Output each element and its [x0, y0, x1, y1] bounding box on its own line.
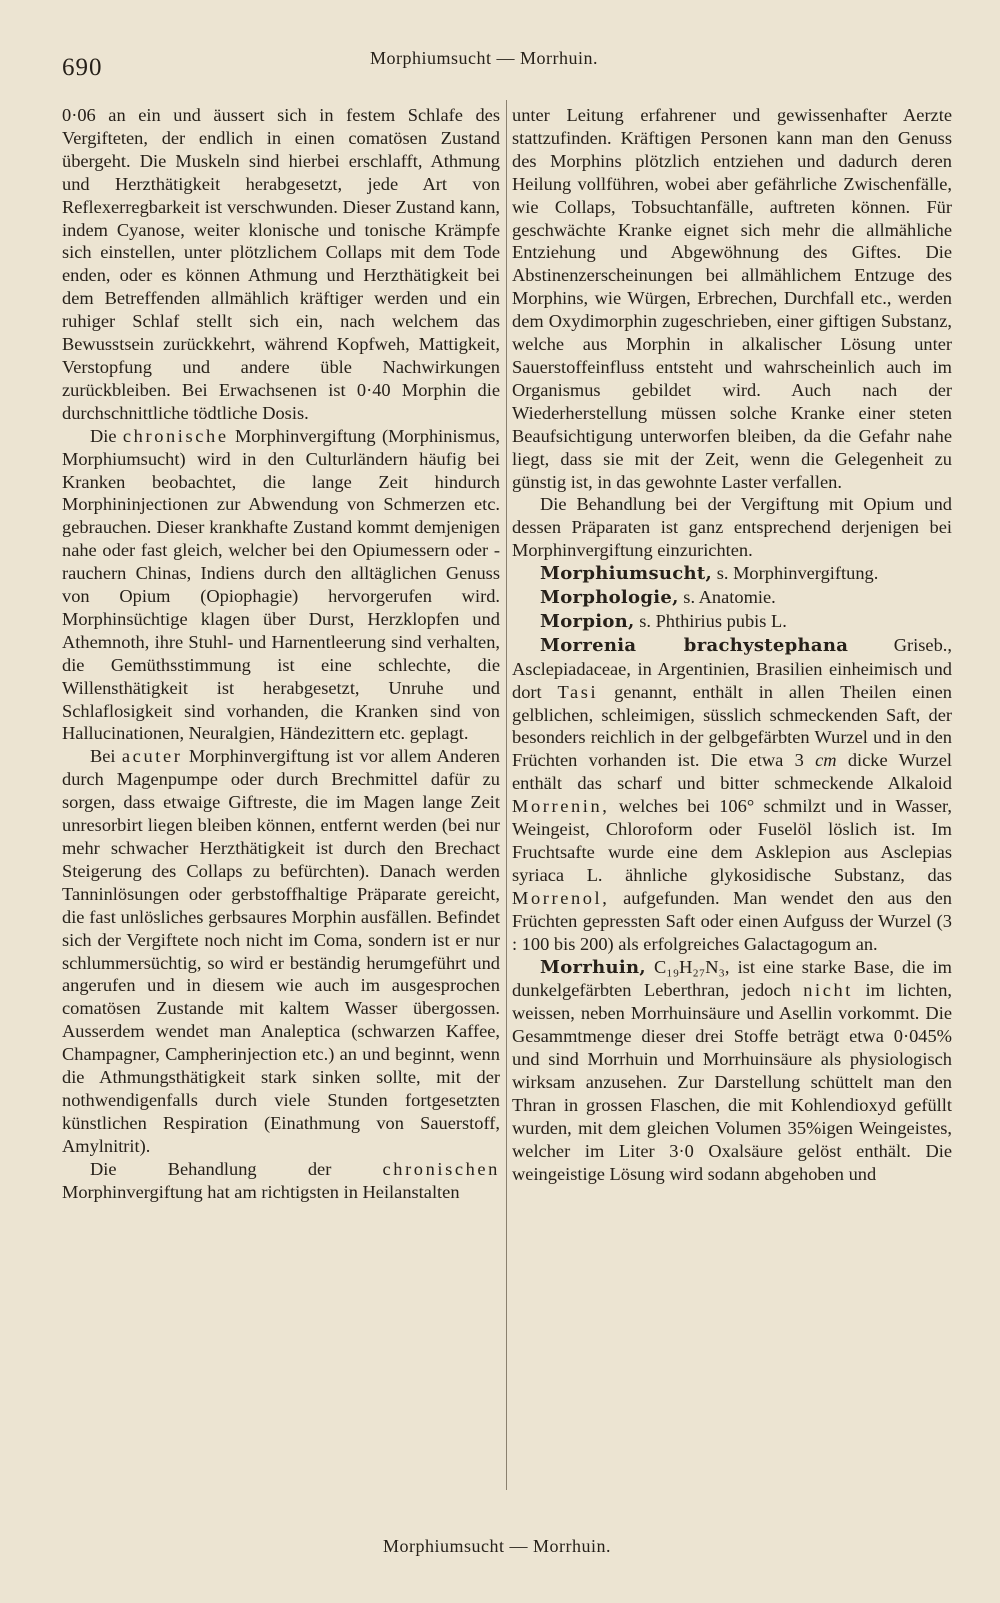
- entry-morrhuin: [512, 956, 952, 1186]
- right-paragraph-1: unter Leitung erfahrener und gewissenhafter Aerzte stattzufinden. Kräftigen Personen kann man den Genuss des Morphins plötzlich entziehen und dadurch deren Heilung vollführen, wobei aber gefährliche Zwischenfälle, wie Collaps, Tobsuchtanfälle, auftreten können. Für geschwächte Kranke eignet sich mehr die allmähliche Entziehung und Abgewöhnung des Giftes. Die Abstinenzerscheinungen bei allmählichem Entzuge des Morphins, wie Würgen, Erbrechen, Durchfall etc., werden dem Oxydimorphin zugeschrieben, einer giftigen Substanz, welche aus Morphin in alkalischer Lösung unter Sauerstoffeinfluss entsteht und wahrscheinlich auch im Organismus gebildet wird. Auch nach der Wiederherstellung müssen solche Kranke einer steten Beaufsichtigung unterworfen bleiben, da die Gefahr nahe liegt, dass sie mit der Zeit, wenn die Gelegenheit zu günstig ist, in das gewohnte Laster verfallen.: [512, 105, 952, 492]
- entry-text: s. Anatomie.: [683, 587, 776, 608]
- unit: cm: [815, 750, 837, 771]
- p3-lead: Bei: [90, 746, 116, 767]
- entry-text: dicke Wurzel enthält das scharf und bitter schmeckende Alkaloid: [512, 750, 952, 794]
- entry-morphologie: [512, 586, 952, 610]
- entry-text: im lichten, weissen, neben Morrhuinsäure und Asellin vorkommt. Die Gesammtmenge dieser drei Stoffe beträgt etwa 0·045% und sind Morrhuin und Morrhuinsäure als physiologisch wirksam anzusehen. Zur Darstellung schüttelt man den Thran in grossen Flaschen, die mit Kohlendioxyd gefüllt wurden, mit dem gleichen Volumen 35%igen Weingeistes, welcher im Liter 3·0 Oxalsäure gelöst enthält. Die weingeistige Lösung wird sodann abgehoben und: [512, 980, 952, 1184]
- left-paragraph-1: 0·06 an ein und äussert sich in festem Schlafe des Vergifteten, der endlich in einen comatösen Zustand übergeht. Die Muskeln sind hierbei erschlafft, Athmung und Herzthätigkeit herabgesetzt, jede Art von Reflexerregbarkeit ist verschwunden. Dieser Zustand kann, indem Cyanose, weiter klonische und tonische Krämpfe sich einstellen, unter plötzlichem Collaps mit dem Tode enden, oder es können Athmung und Herzthätigkeit bei dem Betreffenden allmählich kräftiger werden und ein ruhiger Schlaf stellt sich ein, nach welchem das Bewusstsein zurückkehrt, während Kopfweh, Mattigkeit, Verstopfung und andere üble Nachwirkungen zurückbleiben. Bei Erwachsenen ist 0·40 Morphin die durchschnittliche tödtliche Dosis.: [62, 105, 500, 423]
- page-number: 690: [62, 54, 103, 81]
- entry-head: Morrenia brachystephana: [540, 634, 849, 656]
- entry-text: s. Morphinvergiftung.: [716, 563, 879, 584]
- p4-spaced-term: chronischen: [382, 1158, 500, 1179]
- p2-spaced-term: chronische: [122, 425, 229, 446]
- p4-lead: Die Behandlung der: [90, 1158, 332, 1179]
- spaced-term: Morrenol,: [512, 887, 610, 908]
- entry-morrenia: [512, 634, 952, 956]
- entry-text: genannt, enthält in allen Theilen einen gelblichen, schleimigen, süsslich schmeckenden Saft, der besonders reichlich in der gelbgefärbten Wurzel und in den Früchten vorhanden ist. Die etwa 3: [512, 681, 952, 771]
- running-head: Morphiumsucht — Morrhuin.: [370, 48, 598, 68]
- chemical-formula: C₁₉H₂₇N₃,: [654, 956, 730, 977]
- footer-caption: Morphiumsucht — Morrhuin.: [383, 1536, 611, 1556]
- right-paragraph-2: Die Behandlung bei der Vergiftung mit Opium und dessen Präparaten ist ganz entsprechend derjenigen bei Morphinvergiftung einzurichten.: [512, 494, 952, 561]
- spaced-term: Morrenin,: [512, 796, 610, 817]
- entry-text: welches bei 106° schmilzt und in Wasser, Weingeist, Chloroform oder Fuselöl löslich ist. Im Fruchtsafte wurde eine dem Asklepion aus Asclepias syriaca L. ähnliche glykosidische Substanz, das: [512, 796, 952, 885]
- p2-lead: Die: [90, 425, 117, 446]
- entry-head: Morphiumsucht,: [540, 563, 713, 585]
- column-rule: [506, 100, 507, 1490]
- entry-head: Morrhuin,: [540, 956, 646, 978]
- left-paragraph-2: [62, 425, 500, 746]
- entry-text: ist eine starke Base, die im dunkelgefärbten Leberthran, jedoch: [512, 956, 952, 1001]
- entry-text: Griseb., Asclepiadaceae, in Argentinien, Brasilien einheimisch und dort: [512, 634, 952, 702]
- entry-text: s. Phthirius pubis L.: [639, 610, 787, 631]
- p2-rest: Morphinvergiftung (Morphinismus, Morphiumsucht) wird in den Culturländern häufig bei Kranken beobachtet, die lange Zeit hindurch Morphininjectionen zur Abwendung von Schmerzen etc. gebrauchen. Dieser krankhafte Zustand kommt demjenigen nahe oder fast gleich, welcher bei den Opiumessern oder -rauchern Chinas, Indiens durch den alltäglichen Genuss von Opium (Opiophagie) hervorgerufen wird. Morphinsüchtige klagen über Durst, Herzklopfen und Athemnoth, ihre Stuhl- und Harnentleerung sind verhalten, die Gemüthsstimmung ist eine schlechte, die Willensthätigkeit ist herabgesetzt, Unruhe und Schlaflosigkeit sind vorhanden, die Kranken sind von Hallucinationen, Neuralgien, Händezittern etc. geplagt.: [62, 425, 500, 744]
- entry-morpion: [512, 610, 952, 634]
- left-paragraph-4: [62, 1158, 500, 1204]
- right-column: [512, 104, 952, 1186]
- entry-head: Morphologie,: [540, 587, 679, 609]
- spaced-term: Tasi: [557, 681, 599, 702]
- entry-head: Morpion,: [540, 610, 635, 632]
- entry-text: aufgefunden. Man wendet den aus den Früchten gepressten Saft oder einen Aufguss der Wurzel (3 : 100 bis 200) als erfolgreiches Galactagogum an.: [512, 887, 952, 954]
- left-column: [62, 104, 500, 1204]
- p3-rest: Morphinvergiftung ist vor allem Anderen durch Magenpumpe oder durch Brechmittel dafür zu sorgen, dass etwaige Giftreste, die im Magen lange Zeit unresorbirt liegen bleiben können, entfernt werden (bei nur mehr schwacher Herzthätigkeit ist durch den Brechact Steigerung des Collaps zu befürchten). Danach werden Tanninlösungen oder gerbstoffhaltige Präparate gereicht, die fast unlösliches gerbsaures Morphin ausfällen. Befindet sich der Vergiftete noch nicht im Coma, sondern ist er nur schlummersüchtig, so wird er beständig herumgeführt und angerufen und in diesem wie auch im ausgesprochen comatösen Zustande mit kaltem Wasser übergossen. Ausserdem wendet man Analeptica (schwarzen Kaffee, Champagner, Campherinjection etc.) an und beginnt, wenn die Athmungsthätigkeit stark sinken sollte, mit der nothwendigenfalls durch viele Stunden fortgesetzten künstlichen Respiration (Einathmung von Sauerstoff, Amylnitrit).: [62, 746, 500, 1156]
- entry-morphiumsucht: [512, 562, 952, 586]
- p3-spaced-term: acuter: [121, 746, 183, 767]
- left-paragraph-3: [62, 745, 500, 1157]
- spaced-term: nicht: [803, 980, 853, 1001]
- p4-rest: Morphinvergiftung hat am richtigsten in Heilanstalten: [62, 1181, 460, 1202]
